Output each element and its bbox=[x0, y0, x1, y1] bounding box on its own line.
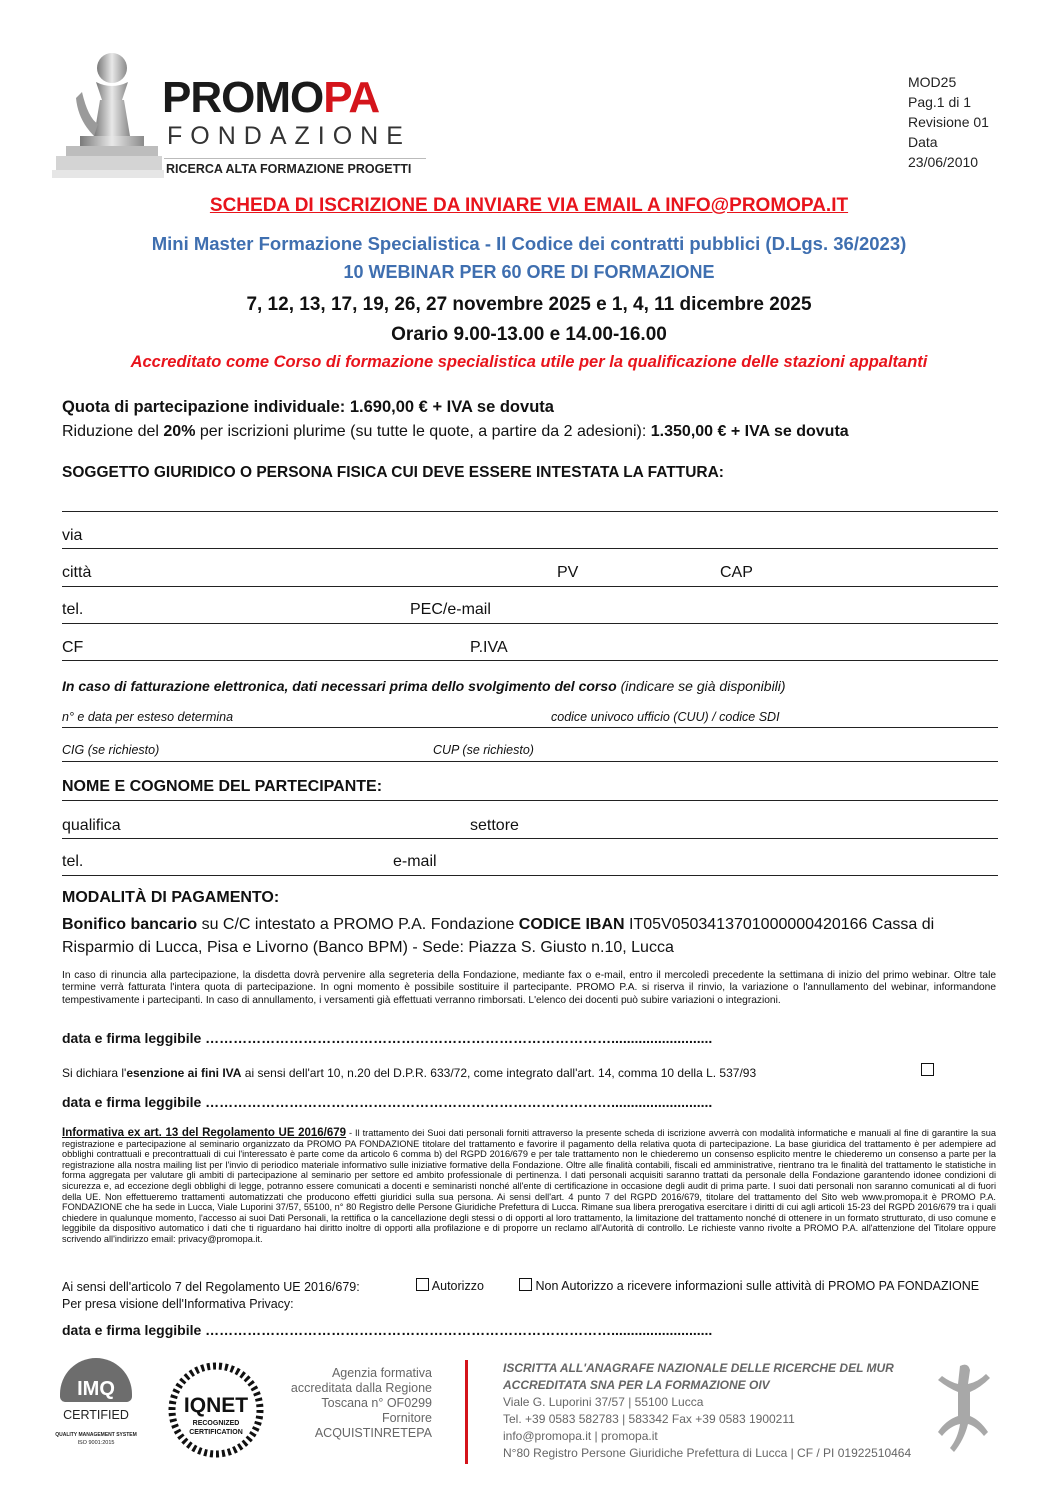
cap-label: CAP bbox=[720, 564, 753, 581]
cup-label: CUP (se richiesto) bbox=[433, 743, 534, 757]
via-field[interactable] bbox=[62, 548, 998, 549]
meta-date: 23/06/2010 bbox=[908, 154, 979, 170]
participant-heading: NOME E COGNOME DEL PARTECIPANTE: bbox=[62, 778, 383, 795]
gecko-icon bbox=[930, 1360, 1000, 1460]
meta-date-label: Data bbox=[908, 134, 938, 150]
citta-field[interactable] bbox=[62, 586, 998, 587]
form-title: SCHEDA DI ISCRIZIONE DA INVIARE VIA EMAIL A INFO@PROMOPA.IT bbox=[209, 195, 849, 216]
course-hours: Orario 9.00-13.00 e 14.00-16.00 bbox=[391, 324, 667, 345]
billing-top-line bbox=[62, 511, 998, 512]
pec-label: PEC/e-mail bbox=[410, 601, 491, 618]
cig-field[interactable] bbox=[62, 761, 998, 762]
pv-label: PV bbox=[557, 564, 579, 581]
not-authorize-checkbox[interactable] bbox=[519, 1278, 532, 1291]
privacy-seen-text: Per presa visione dell'Informativa Privacy: bbox=[62, 1297, 294, 1311]
billing-heading: SOGGETTO GIURIDICO O PERSONA FISICA CUI DEVE ESSERE INTESTATA LA FATTURA: bbox=[62, 464, 724, 481]
iva-exemption-checkbox[interactable] bbox=[921, 1063, 934, 1076]
cuu-label: codice univoco ufficio (CUU) / codice SDI bbox=[551, 710, 780, 724]
signature-line-2[interactable]: data e firma leggibile …………………………………………………………………………….......................... bbox=[62, 1094, 713, 1110]
payment-heading: MODALITÀ DI PAGAMENTO: bbox=[62, 889, 280, 906]
fee-reduction: Riduzione del 20% per iscrizioni plurime (su tutte le quote, a partire da 2 adesioni): 1.350,00 € + IVA se dovuta bbox=[62, 423, 849, 440]
cf-label: CF bbox=[62, 639, 84, 656]
imq-logo: IMQ CERTIFIED QUALITY MANAGEMENT SYSTEM ISO 9001:2015 bbox=[54, 1358, 136, 1462]
privacy-notice: Informativa ex art. 13 del Regolamento UE 2016/679 - Il trattamento dei Suoi dati personali forniti attraverso la presente scheda di iscrizione avverrà con modalità informatiche e manuali al fine di garantire la sua registrazione e partecipazione al seminario organizzato da PROMO PA FONDAZIONE titolare del trattamento e favorire il pagamento della relativa quota di partecipazione. La base giuridica del trattamento è per adempiere ad obblighi contrattuali e precontrattuali di cui l'interessato è parte come da articolo 6 comma b) del RGPD 2016/679 e per tale trattamento non le chiederemo un consenso esplicito mentre le chiederemo un consenso a parte per la registrazione alla nostra mailing list per l'invio di periodico materiale informativo sulle iniziative formative della Fondazione. Oltre alle finalità contabili, fiscali ed amministrative, rientrano tra le finalità del trattamento le statistiche in forma aggregata per valutare gli ambiti di partecipazione al seminario per settore ed ambito professionale di pertinenza. I dati personali acquisiti saranno trattati da personale della Fondazione garantendo idonee condizioni di sicurezza e, ad eccezione degli obblighi di legge, potranno essere comunicati a docenti e seminaristi nonché all'ente di certificazione in occasione degli audit di prima parte. I suoi dati personali non saranno comunicati al di fuori della UE. Non effettueremo trattamenti automatizzati che producono effetti giuridici sulla sua persona. Ai sensi dell'art. 4 punto 7 del RGPD 2016/679, titolare del trattamento del Sito web www.promopa.it è PROMO P.A. FONDAZIONE che ha sede in Lucca, Viale Luporini 37/57, 55100, n° 80 Registro delle Persone Giuridiche Prefettura di Lucca. Rimane sua libera prerogativa esercitare i diritti di cui agli articoli 15-23 del RGPD 2016/679 tra i quali chiedere in qualunque momento, l'accesso ai suoi Dati Personali, la rettifica o la cancellazione degli stessi o di opporti al loro trattamento, la limitazione del trattamento nonché di ottenere in un formato strutturato, di uso comune e leggibile da dispositivo automatico i dati che ti riguardano hai diritto inoltre di opporti alla profilazione e di proporre un reclamo all'Autorità di controllo. Le richieste vanno rivolte a PROMO P.A. all'attenzione del Titolare oppure scrivendo all'indirizzo email: privacy@promopa.it. bbox=[62, 1127, 996, 1244]
tel-field[interactable] bbox=[62, 623, 998, 624]
logo-name-promo: PROMO bbox=[162, 73, 324, 122]
determina-field[interactable] bbox=[62, 727, 998, 728]
citta-label: città bbox=[62, 564, 92, 581]
logo bbox=[52, 48, 432, 183]
piva-label: P.IVA bbox=[470, 639, 508, 656]
meta-revision: Revisione 01 bbox=[908, 114, 989, 130]
registry-info: ISCRITTA ALL'ANAGRAFE NAZIONALE DELLE RICERCHE DEL MUR ACCREDITATA SNA PER LA FORMAZIONE OIV Viale G. Luporini 37/57 | 55100 Lucca Tel. +39 0583 582783 | 583342 Fax +39 0583 1900211 info@promopa.it | promopa.it N°80 Registro Persone Giuridiche Prefettura di Lucca | CF / PI 01922510464 bbox=[503, 1361, 912, 1460]
einvoice-note: In caso di fatturazione elettronica, dati necessari prima dello svolgimento del corso (indicare se già disponibili) bbox=[62, 678, 786, 694]
webinar-info: 10 WEBINAR PER 60 ORE DI FORMAZIONE bbox=[343, 262, 715, 282]
meta-page: Pag.1 di 1 bbox=[908, 94, 972, 110]
cf-field[interactable] bbox=[62, 660, 998, 661]
privacy-title: Informativa ex art. 13 del Regolamento UE 2016/679 bbox=[62, 1127, 347, 1139]
logo-name-pa: PA bbox=[323, 73, 380, 122]
footer-divider bbox=[465, 1360, 468, 1464]
course-title: Mini Master Formazione Specialistica - Il Codice dei contratti pubblici (D.Lgs. 36/2023) bbox=[151, 233, 907, 254]
authorize-option[interactable]: Autorizzo bbox=[416, 1278, 484, 1293]
document-meta bbox=[908, 72, 989, 172]
settore-label: settore bbox=[470, 817, 519, 834]
agency-info: Agenzia formativa accreditata dalla Regione Toscana n° OF0299 Fornitore ACQUISTINRETEPA bbox=[290, 1366, 432, 1440]
not-authorize-option[interactable]: Non Autorizzo a ricevere informazioni sulle attività di PROMO PA FONDAZIONE bbox=[519, 1278, 979, 1293]
accreditation-note: Accreditato come Corso di formazione specialistica utile per la qualificazione delle stazioni appaltanti bbox=[130, 353, 928, 371]
meta-mod: MOD25 bbox=[908, 74, 957, 90]
iva-exemption: Si dichiara l'esenzione ai fini IVA ai sensi dell'art 10, n.20 del D.P.R. 633/72, come integrato dall'art. 14, comma 10 della L. 537/93 bbox=[62, 1066, 757, 1080]
cig-label: CIG (se richiesto) bbox=[62, 743, 160, 757]
logo-tagline: RICERCA ALTA FORMAZIONE PROGETTI bbox=[166, 162, 412, 176]
signature-line-3[interactable]: data e firma leggibile …………………………………………………………………………….......................... bbox=[62, 1322, 713, 1338]
signature-line-1[interactable]: data e firma leggibile …………………………………………………………………………….......................... bbox=[62, 1030, 713, 1046]
qualifica-field[interactable] bbox=[62, 838, 998, 839]
logo-fondazione: FONDAZIONE bbox=[167, 122, 411, 150]
authorize-checkbox[interactable] bbox=[416, 1278, 429, 1291]
fee-individual: Quota di partecipazione individuale: 1.690,00 € + IVA se dovuta bbox=[62, 398, 554, 416]
participant-name-field[interactable] bbox=[62, 800, 998, 801]
chess-pawn-icon bbox=[52, 48, 164, 180]
course-dates: 7, 12, 13, 17, 19, 26, 27 novembre 2025 e 1, 4, 11 dicembre 2025 bbox=[246, 294, 812, 315]
qualifica-label: qualifica bbox=[62, 817, 121, 834]
determina-label: n° e data per esteso determina bbox=[62, 710, 234, 724]
iqnet-logo: IQNET RECOGNIZED CERTIFICATION bbox=[168, 1362, 264, 1458]
participant-email-label: e-mail bbox=[393, 853, 437, 870]
payment-details: Bonifico bancario su C/C intestato a PROMO P.A. Fondazione CODICE IBAN IT05V0503413701000000420166 Cassa di Risparmio di Lucca, Pisa e Livorno (Banco BPM) - Sede: Piazza S. Giusto n.10, Lucca bbox=[62, 916, 935, 956]
via-label: via bbox=[62, 527, 83, 544]
tel-label: tel. bbox=[62, 601, 84, 618]
privacy-consent-text: Ai sensi dell'articolo 7 del Regolamento UE 2016/679: bbox=[62, 1280, 360, 1294]
cancellation-policy: In caso di rinuncia alla partecipazione, la disdetta dovrà pervenire alla segreteria della Fondazione, mediante fax o e-mail, entro il mercoledì precedente la settimana di inizio del primo webinar. Oltre tale termine verrà fatturata l'intera quota di partecipazione. In ogni momento è possibile sostituire il partecipante. PROMO P.A. si riserva il rinvio, la variazione o l'annullamento del webinar, informandone tempestivamente i partecipanti. In caso di annullamento, i versamenti già effettuati verranno rimborsati. L'elenco dei docenti può subire variazioni o integrazioni. bbox=[62, 970, 996, 1006]
participant-tel-label: tel. bbox=[62, 853, 84, 870]
participant-tel-field[interactable] bbox=[62, 875, 998, 876]
